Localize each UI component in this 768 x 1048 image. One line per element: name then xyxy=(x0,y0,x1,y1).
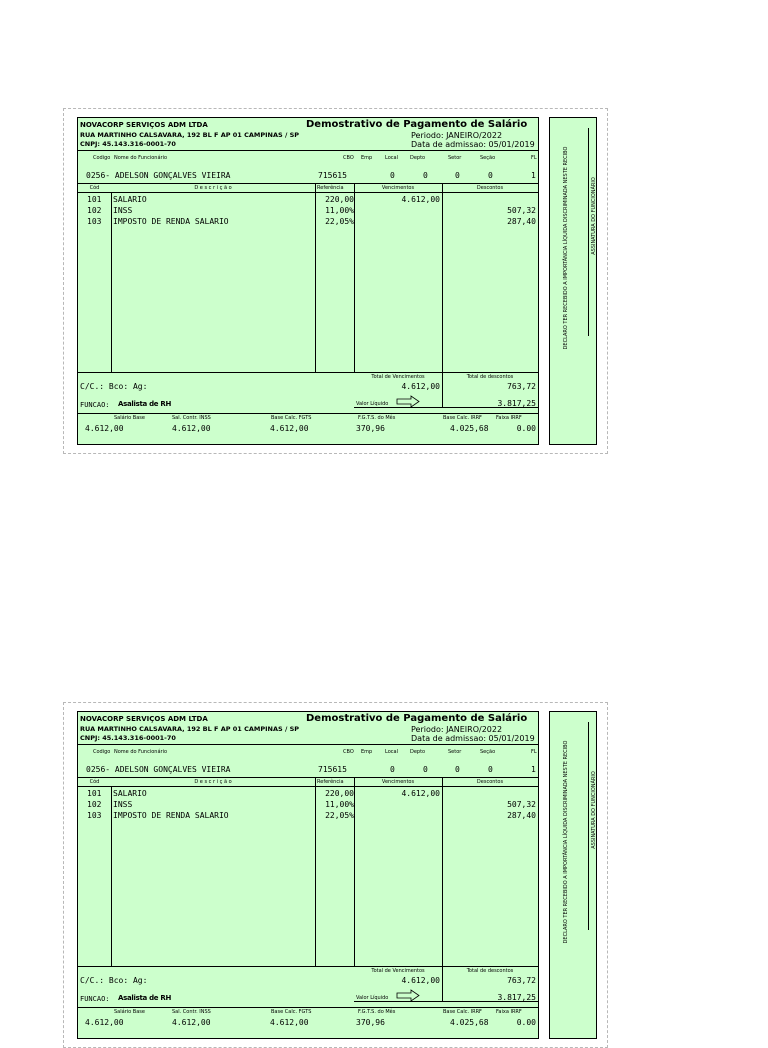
employee-signature-label: ASSINATURA DO FUNCIONÁRIO xyxy=(591,177,597,255)
total-vencimentos: 4.612,00 xyxy=(401,976,440,985)
row-cod: 103 xyxy=(87,811,102,820)
signature-line xyxy=(588,128,589,336)
bank-account: C/C.: Bco: Ag: xyxy=(80,382,148,391)
label-fgts-mes: F.G.T.S. do Mês xyxy=(358,1009,396,1015)
label-fl: FL xyxy=(531,155,537,161)
employee-setor: 0 xyxy=(455,765,460,774)
employee-cbo: 715615 xyxy=(318,171,347,180)
employee-secao: 0 xyxy=(488,171,493,180)
header-referencia: Referência xyxy=(317,779,344,785)
label-faixa-irrf: Faixa IRRF xyxy=(496,415,522,421)
label-cbo: CBO xyxy=(343,749,354,755)
label-fgts-mes: F.G.T.S. do Mês xyxy=(358,415,396,421)
funcao-label: FUNCAO: xyxy=(80,401,110,409)
label-nome: Nome do Funcionário xyxy=(114,155,168,161)
employee-fl: 1 xyxy=(531,171,536,180)
row-cod: 101 xyxy=(87,789,102,798)
label-codigo: Codigo xyxy=(93,155,111,161)
label-local: Local xyxy=(385,155,398,161)
row-desc: INSS xyxy=(113,206,133,215)
base-fgts: 4.612,00 xyxy=(270,1018,309,1027)
row-desc: IMPOSTO DE RENDA SALARIO xyxy=(113,217,229,226)
valor-liquido: 3.817,25 xyxy=(497,993,536,1002)
salario-base: 4.612,00 xyxy=(85,424,124,433)
total-descontos: 763,72 xyxy=(507,382,536,391)
row-descto: 507,32 xyxy=(507,206,536,215)
header-descricao: D e s c r i ç ã o xyxy=(194,185,232,191)
payslip-copy xyxy=(63,108,608,454)
fgts-mes: 370,96 xyxy=(356,424,385,433)
receipt-stub xyxy=(549,117,597,445)
label-setor: Setor xyxy=(448,749,462,755)
header-cod: Cód xyxy=(89,779,100,785)
row-cod: 102 xyxy=(87,800,102,809)
header-vencimentos: Vencimentos xyxy=(381,185,415,191)
label-faixa-irrf: Faixa IRRF xyxy=(496,1009,522,1015)
row-ref: 11,00% xyxy=(325,800,354,809)
row-descto: 287,40 xyxy=(507,217,536,226)
liquido-label: Valor Líquido xyxy=(356,995,389,1001)
admission-date: Data de admissao: 05/01/2019 xyxy=(411,734,535,743)
header-descontos: Descontos xyxy=(476,779,504,785)
label-emp: Emp xyxy=(361,749,373,755)
label-secao: Seção xyxy=(480,155,496,161)
row-ref: 22,05% xyxy=(325,217,354,226)
row-desc: SALARIO xyxy=(113,195,147,204)
label-depto: Depto xyxy=(410,155,426,161)
base-irrf: 4.025,68 xyxy=(450,424,489,433)
employee-emp: 0 xyxy=(390,765,395,774)
label-setor: Setor xyxy=(448,155,462,161)
signature-line xyxy=(588,722,589,930)
label-salario-base: Salário Base xyxy=(114,415,145,421)
period: Periodo: JANEIRO/2022 xyxy=(411,725,503,734)
row-ref: 220,00 xyxy=(325,195,354,204)
header-descricao: D e s c r i ç ã o xyxy=(194,779,232,785)
employee-depto: 0 xyxy=(423,765,428,774)
total-venc-label: Total de Vencimentos xyxy=(371,374,425,380)
employee-fl: 1 xyxy=(531,765,536,774)
header-referencia: Referência xyxy=(317,185,344,191)
employee-depto: 0 xyxy=(423,171,428,180)
company-cnpj: CNPJ: 45.143.316-0001-70 xyxy=(80,734,176,742)
label-salario-base: Salário Base xyxy=(114,1009,145,1015)
company-address: RUA MARTINHO CALSAVARA, 192 BL F AP 01 CAMPINAS / SP xyxy=(80,131,300,139)
payslip-main-panel xyxy=(77,711,539,1039)
label-secao: Seção xyxy=(480,749,496,755)
row-ref: 22,05% xyxy=(325,811,354,820)
header-cod: Cód xyxy=(89,185,100,191)
row-venc: 4.612,00 xyxy=(401,789,440,798)
company-name: NOVACORP SERVIÇOS ADM LTDA xyxy=(80,715,208,723)
total-venc-label: Total de Vencimentos xyxy=(371,968,425,974)
employee-name: 0256- ADELSON GONÇALVES VIEIRA xyxy=(86,765,231,774)
bank-account: C/C.: Bco: Ag: xyxy=(80,976,148,985)
row-desc: SALARIO xyxy=(113,789,147,798)
label-base-irrf: Base Calc. IRRF xyxy=(443,1009,482,1015)
employee-cbo: 715615 xyxy=(318,765,347,774)
payslip-copy xyxy=(63,702,608,1048)
contrib-inss: 4.612,00 xyxy=(172,424,211,433)
salario-base: 4.612,00 xyxy=(85,1018,124,1027)
header-vencimentos: Vencimentos xyxy=(381,779,415,785)
total-descontos: 763,72 xyxy=(507,976,536,985)
header-descontos: Descontos xyxy=(476,185,504,191)
label-nome: Nome do Funcionário xyxy=(114,749,168,755)
arrow-right-icon xyxy=(396,989,420,1002)
row-ref: 11,00% xyxy=(325,206,354,215)
label-emp: Emp xyxy=(361,155,373,161)
row-cod: 103 xyxy=(87,217,102,226)
base-fgts: 4.612,00 xyxy=(270,424,309,433)
total-desc-label: Total de descontos xyxy=(466,374,514,380)
label-local: Local xyxy=(385,749,398,755)
row-desc: INSS xyxy=(113,800,133,809)
period: Periodo: JANEIRO/2022 xyxy=(411,131,503,140)
employee-setor: 0 xyxy=(455,171,460,180)
valor-liquido: 3.817,25 xyxy=(497,399,536,408)
receipt-declaration: DECLARO TER RECEBIDO A IMPORTÂNCIA LÍQUIDA DISCRIMINADA NESTE RECIBO xyxy=(563,740,569,944)
faixa-irrf: 0.00 xyxy=(516,424,536,433)
funcao-value: Asalista de RH xyxy=(118,994,172,1002)
employee-signature-label: ASSINATURA DO FUNCIONÁRIO xyxy=(591,771,597,849)
funcao-label: FUNCAO: xyxy=(80,995,110,1003)
payslip-main-panel xyxy=(77,117,539,445)
arrow-right-icon xyxy=(396,395,420,408)
row-desc: IMPOSTO DE RENDA SALARIO xyxy=(113,811,229,820)
document-title: Demostrativo de Pagamento de Salário xyxy=(306,119,528,130)
label-base-fgts: Base Calc. FGTS xyxy=(271,1009,312,1015)
total-vencimentos: 4.612,00 xyxy=(401,382,440,391)
employee-secao: 0 xyxy=(488,765,493,774)
faixa-irrf: 0.00 xyxy=(516,1018,536,1027)
label-fl: FL xyxy=(531,749,537,755)
liquido-label: Valor Líquido xyxy=(356,401,389,407)
label-base-fgts: Base Calc. FGTS xyxy=(271,415,312,421)
receipt-stub xyxy=(549,711,597,1039)
label-contrib-inss: Sal. Contr. INSS xyxy=(172,415,211,421)
admission-date: Data de admissao: 05/01/2019 xyxy=(411,140,535,149)
label-base-irrf: Base Calc. IRRF xyxy=(443,415,482,421)
row-cod: 102 xyxy=(87,206,102,215)
label-contrib-inss: Sal. Contr. INSS xyxy=(172,1009,211,1015)
funcao-value: Asalista de RH xyxy=(118,400,172,408)
label-cbo: CBO xyxy=(343,155,354,161)
row-descto: 287,40 xyxy=(507,811,536,820)
employee-emp: 0 xyxy=(390,171,395,180)
row-descto: 507,32 xyxy=(507,800,536,809)
label-depto: Depto xyxy=(410,749,426,755)
row-venc: 4.612,00 xyxy=(401,195,440,204)
fgts-mes: 370,96 xyxy=(356,1018,385,1027)
company-address: RUA MARTINHO CALSAVARA, 192 BL F AP 01 CAMPINAS / SP xyxy=(80,725,300,733)
label-codigo: Codigo xyxy=(93,749,111,755)
company-cnpj: CNPJ: 45.143.316-0001-70 xyxy=(80,140,176,148)
receipt-declaration: DECLARO TER RECEBIDO A IMPORTÂNCIA LÍQUIDA DISCRIMINADA NESTE RECIBO xyxy=(563,146,569,350)
document-title: Demostrativo de Pagamento de Salário xyxy=(306,713,528,724)
base-irrf: 4.025,68 xyxy=(450,1018,489,1027)
contrib-inss: 4.612,00 xyxy=(172,1018,211,1027)
row-cod: 101 xyxy=(87,195,102,204)
company-name: NOVACORP SERVIÇOS ADM LTDA xyxy=(80,121,208,129)
row-ref: 220,00 xyxy=(325,789,354,798)
total-desc-label: Total de descontos xyxy=(466,968,514,974)
employee-name: 0256- ADELSON GONÇALVES VIEIRA xyxy=(86,171,231,180)
